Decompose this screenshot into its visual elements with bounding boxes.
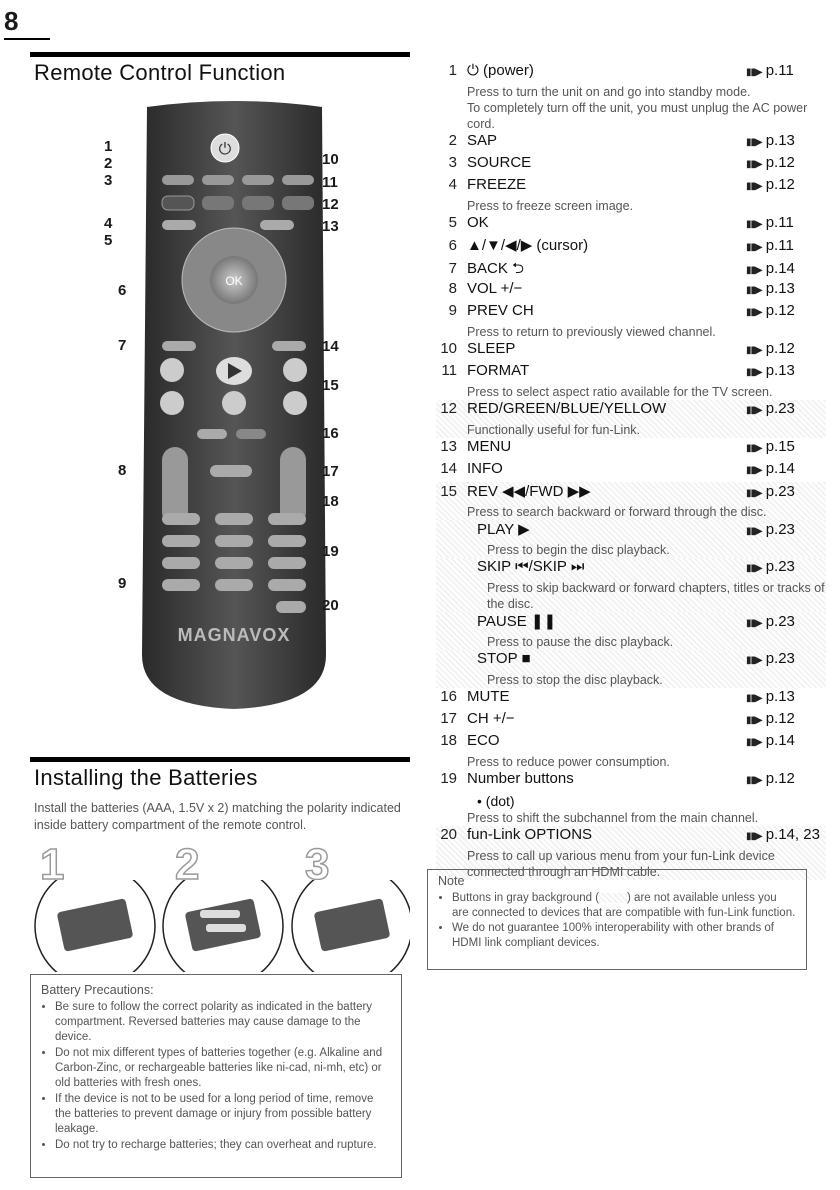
function-page-ref [746,362,826,379]
page-arrow-icon: ▮▮▶ [746,693,762,704]
function-number: 13 [440,438,457,455]
function-row [436,258,826,280]
page-ref-text: p.15 [765,438,795,455]
page-arrow-icon: ▮▮▶ [746,367,762,378]
function-label: VOL +/− [467,280,523,297]
precaution-item: • Do not try to recharge batteries; they can overheat and rupture. [55,1138,391,1153]
function-item [436,612,826,650]
function-page-ref [746,400,826,417]
function-label: OK [467,214,489,231]
function-number: 7 [448,260,457,277]
function-item [436,176,826,214]
function-description: Press to begin the disc playback. [487,543,670,557]
function-description: Press to turn the unit on and go into standby mode. [467,85,751,99]
page-arrow-icon: ▮▮▶ [746,405,762,416]
function-number: 1 [448,62,457,79]
page-arrow-icon: ▮▮▶ [746,618,762,629]
function-page-ref [746,132,826,149]
remote-section-title: Remote Control Function [34,60,286,85]
callout-10: 10 [322,151,339,168]
step-number-3: 3 [305,840,330,889]
function-label: FREEZE [467,176,527,193]
function-number: 14 [440,460,457,477]
function-page-ref [746,62,826,79]
function-item [436,520,826,558]
note-item: • We do not guarantee 100% interoperability with other brands of HDMI link compliant devices. [452,921,796,951]
page-ref-text: p.14 [765,460,795,477]
function-description: Press to call up various menu from your fun-Link device connected through an HDMI cable. [467,849,775,879]
function-row [436,558,826,580]
page-arrow-icon: ▮▮▶ [746,242,762,253]
callout-18: 18 [322,493,339,510]
function-page-ref [746,237,826,254]
remote-illustration [104,95,357,715]
function-item [436,302,826,340]
page-number-rule [4,38,50,40]
function-page-ref [746,176,826,193]
function-item [436,770,826,826]
page-ref-text: p.23 [765,613,795,630]
function-label: MENU [467,438,512,455]
page-arrow-icon: ▮▮▶ [746,465,762,476]
function-number: 19 [440,770,457,787]
note-item-text-before: Buttons in gray background ( [452,892,600,904]
function-item [436,438,826,460]
function-label: ▲/▼/◀/▶ (cursor) [467,237,589,254]
svg-text:⏻: ⏻ [218,139,232,158]
page-arrow-icon: ▮▮▶ [746,526,762,537]
function-description: Press to pause the disc playback. [487,635,674,649]
page-arrow-icon: ▮▮▶ [746,488,762,499]
function-row [436,400,826,422]
function-row [436,520,826,542]
page-arrow-icon: ▮▮▶ [746,307,762,318]
function-description: Press to stop the disc playback. [487,673,663,687]
step-number-2: 2 [175,840,200,889]
function-page-ref [746,732,826,749]
function-number: 17 [440,710,457,727]
function-row [436,302,826,324]
function-label: CH +/− [467,710,515,727]
callout-19: 19 [322,543,339,560]
page-arrow-icon: ▮▮▶ [746,831,762,842]
function-number: 8 [448,280,457,297]
function-page-ref [746,650,826,667]
function-item [436,688,826,710]
callout-5: 5 [104,232,113,249]
function-page-ref [746,710,826,727]
callout-3: 3 [104,172,113,189]
function-description: Press to skip backward or forward chapters, titles or tracks of the disc. [487,581,825,611]
callout-4: 4 [104,215,113,232]
function-page-ref [746,770,826,787]
function-row [436,214,826,236]
callout-6: 6 [118,282,127,299]
function-number: 3 [448,154,457,171]
function-row [436,438,826,460]
page-ref-text: p.13 [765,362,795,379]
function-item [436,362,826,400]
callout-9: 9 [118,575,127,592]
function-row [436,460,826,482]
page-ref-text: p.23 [765,650,795,667]
note-title: Note [438,874,465,888]
function-number: 4 [448,176,457,193]
page-arrow-icon: ▮▮▶ [746,159,762,170]
function-page-ref [746,340,826,357]
function-number: 9 [448,302,457,319]
remote-brand-logo: MAGNAVOX [177,625,291,645]
function-description: Press to freeze screen image. [467,199,634,213]
function-row [436,650,826,672]
function-label: Number buttons [467,770,574,787]
function-label: fun-Link OPTIONS [467,826,593,843]
page-ref-text: p.11 [765,62,794,79]
precaution-item: • Do not mix different types of batteries together (e.g. Alkaline and Carbon-Zinc, or rechargeable batteries like ni-cad, ni-mh, etc) or old batteries with fresh ones. [55,1046,391,1091]
function-item [436,154,826,176]
page-ref-text: p.13 [765,132,795,149]
function-row [436,340,826,362]
function-number: 2 [448,132,457,149]
page-arrow-icon: ▮▮▶ [746,181,762,192]
callout-2: 2 [104,155,113,172]
function-label: SAP [467,132,498,149]
function-number: 18 [440,732,457,749]
callout-1: 1 [104,138,113,155]
page-arrow-icon: ▮▮▶ [746,345,762,356]
note-item [452,891,796,921]
function-item [436,650,826,688]
callout-17: 17 [322,463,339,480]
function-page-ref [746,826,826,843]
function-row [436,826,826,848]
function-row [436,710,826,732]
function-item [436,280,826,302]
callout-15: 15 [322,377,339,394]
function-page-ref [746,260,826,277]
page-arrow-icon: ▮▮▶ [746,715,762,726]
function-label: ECO [467,732,500,749]
section-rule-remote [30,52,410,57]
function-number: 11 [441,362,457,379]
page-ref-text: p.13 [765,280,795,297]
function-page-ref [746,460,826,477]
function-page-ref [746,214,826,231]
function-row [436,688,826,710]
section-rule-install [30,757,410,762]
install-section-title: Installing the Batteries [34,765,258,790]
function-row [436,62,826,84]
function-page-ref [746,613,826,630]
page-ref-text: p.12 [765,302,795,319]
page-ref-text: p.23 [765,521,795,538]
function-label: PREV CH [467,302,534,319]
function-page-ref [746,302,826,319]
function-label: ⏻ (power) [467,62,534,79]
function-item [436,460,826,482]
page-ref-text: p.12 [765,770,795,787]
page-arrow-icon: ▮▮▶ [746,563,762,574]
function-item [436,400,826,438]
function-item [436,732,826,770]
svg-text:OK: OK [225,274,243,288]
function-item [436,132,826,154]
callout-16: 16 [322,425,339,442]
function-number: 20 [440,826,457,843]
function-label: STOP ■ [477,650,531,667]
page-arrow-icon: ▮▮▶ [746,775,762,786]
function-row [436,732,826,754]
function-label: PAUSE ❚❚ [477,613,557,630]
function-extra-label: • (dot) [477,793,515,809]
function-item [436,482,826,520]
note-item-text-after: ) are not available unless you are connected to devices that are compatible with fun-Link function. [452,892,796,919]
page-arrow-icon: ▮▮▶ [746,67,762,78]
function-row [436,362,826,384]
function-item [436,710,826,732]
page-ref-text: p.23 [765,400,795,417]
page-ref-text: p.23 [765,483,795,500]
function-number: 6 [448,237,457,254]
function-row [436,176,826,198]
function-label: MUTE [467,688,510,705]
page-arrow-icon: ▮▮▶ [746,737,762,748]
function-item [436,340,826,362]
function-item [436,214,826,236]
function-page-ref [746,154,826,171]
page-ref-text: p.14, 23 [765,826,820,843]
function-row [436,612,826,634]
page-ref-text: p.14 [765,260,795,277]
install-instructions: Install the batteries (AAA, 1.5V x 2) matching the polarity indicated inside battery compartment of the remote control. [34,801,401,832]
function-page-ref [746,688,826,705]
function-label: PLAY ▶ [477,521,530,538]
function-row [436,770,826,792]
function-number: 5 [448,214,457,231]
function-number: 15 [440,483,457,500]
page-ref-text: p.12 [765,176,795,193]
function-page-ref [746,438,826,455]
callout-14: 14 [322,338,339,355]
function-label: SLEEP [467,340,516,357]
page-arrow-icon: ▮▮▶ [746,265,762,276]
remote-svg [112,95,357,715]
callout-12: 12 [322,196,339,213]
page-ref-text: p.11 [765,237,794,254]
page-ref-text: p.14 [765,732,795,749]
function-description: Press to select aspect ratio available for the TV screen. [467,385,773,399]
function-page-ref [746,483,826,500]
function-label: RED/GREEN/BLUE/YELLOW [467,400,667,417]
page-ref-text: p.12 [765,340,795,357]
page-ref-text: p.11 [765,214,794,231]
note-box [427,869,807,970]
function-description: Press to return to previously viewed channel. [467,325,716,339]
function-label: FORMAT [467,362,530,379]
function-item [436,258,826,280]
function-row [436,482,826,504]
function-number: 10 [440,340,457,357]
function-page-ref [746,280,826,297]
callout-7: 7 [118,337,127,354]
page-ref-text: p.23 [765,558,795,575]
page-arrow-icon: ▮▮▶ [746,219,762,230]
battery-step-illustrations [30,880,410,972]
function-description: Press to shift the subchannel from the main channel. [467,811,759,825]
function-description: To completely turn off the unit, you must unplug the AC power cord. [467,101,808,131]
precautions-title: Battery Precautions: [41,983,154,997]
function-row [436,280,826,302]
function-row [436,236,826,258]
page-arrow-icon: ▮▮▶ [746,137,762,148]
function-list [436,62,826,880]
page-number: 8 [4,6,19,36]
callout-11: 11 [322,174,338,191]
function-item [436,558,826,612]
function-item [436,236,826,258]
function-description: Press to reduce power consumption. [467,755,670,769]
page-arrow-icon: ▮▮▶ [746,443,762,454]
page-arrow-icon: ▮▮▶ [746,655,762,666]
function-page-ref [746,558,826,575]
function-item [436,62,826,132]
function-label: SKIP ⏮/SKIP ⏭ [477,558,585,575]
function-label: INFO [467,460,503,477]
page-arrow-icon: ▮▮▶ [746,285,762,296]
function-label: BACK ⮌ [467,260,525,277]
function-page-ref [746,521,826,538]
function-label: SOURCE [467,154,532,171]
callout-13: 13 [322,218,339,235]
step-number-1: 1 [40,840,65,889]
function-label: REV ◀◀/FWD ▶▶ [467,483,591,500]
function-description: Functionally useful for fun-Link. [467,423,641,437]
battery-precautions-box [30,974,402,1178]
page-ref-text: p.13 [765,688,795,705]
function-row [436,154,826,176]
function-number: 12 [440,400,457,417]
function-number: 16 [440,688,457,705]
function-description: Press to search backward or forward through the disc. [467,505,767,519]
page-ref-text: p.12 [765,154,795,171]
function-row [436,132,826,154]
gray-background-swatch [599,893,627,903]
precaution-item: • If the device is not to be used for a long period of time, remove the batteries to prevent damage or injury from possible battery leakage. [55,1092,391,1137]
page-ref-text: p.12 [765,710,795,727]
callout-8: 8 [118,462,127,479]
callout-20: 20 [322,597,339,614]
precaution-item: • Be sure to follow the correct polarity as indicated in the battery compartment. Reversed batteries may cause damage to the device. [55,1000,391,1045]
